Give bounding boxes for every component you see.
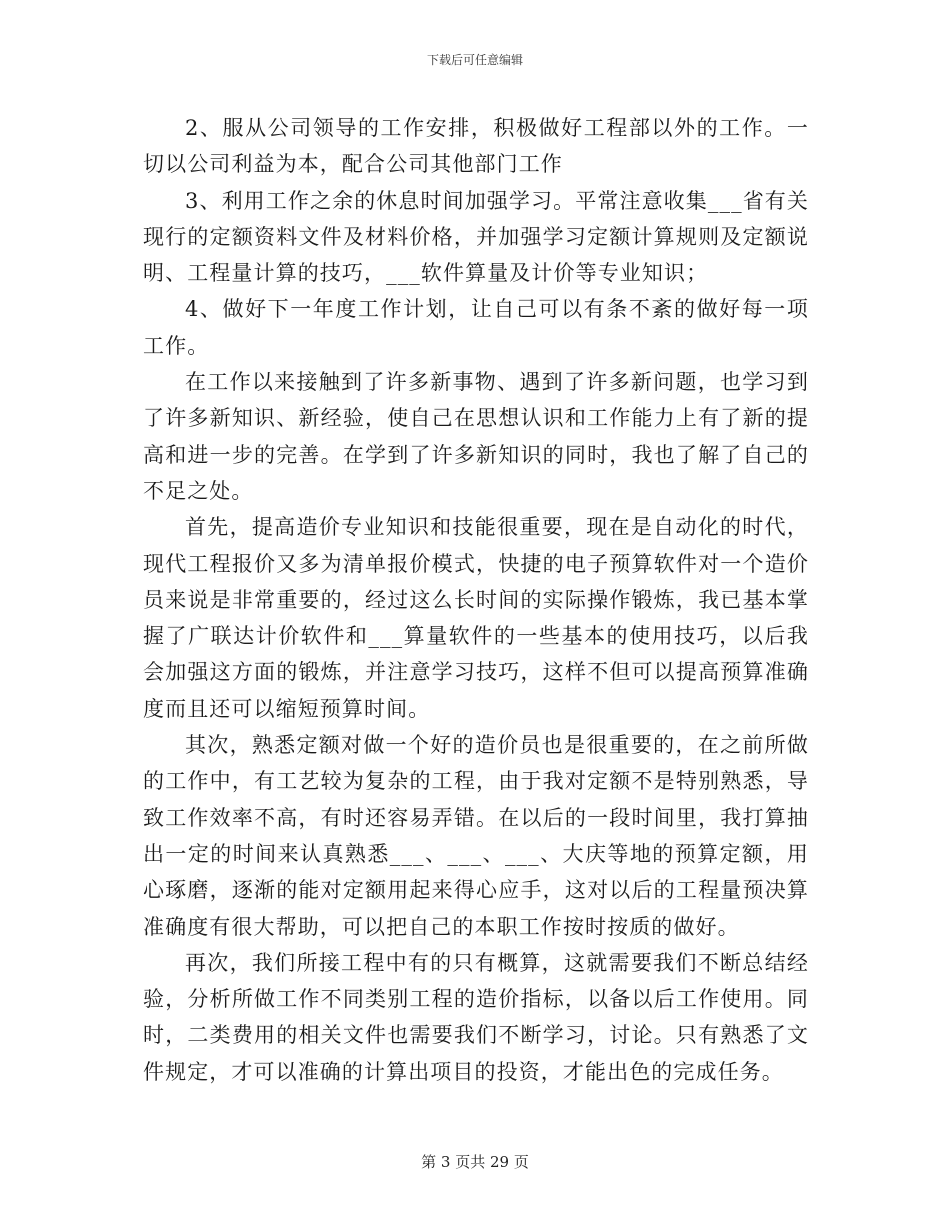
paragraph-first: 首先，提高造价专业知识和技能很重要，现在是自动化的时代，现代工程报价又多为清单报价模式，快捷的电子预算软件对一个造价员来说是非常重要的，经过这么长时间的实际操作锻炼，我已基本掌握了广联达计价软件和___算量软件的一些基本的使用技巧，以后我会加强这方面的锻炼，并注意学习技巧，这样不但可以提高预算准确度而且还可以缩短预算时间。	[143, 515, 809, 721]
paragraph-item-4: 4、做好下一年度工作计划，让自己可以有条不紊的做好每一项工作。	[143, 297, 809, 358]
paragraph-experience: 在工作以来接触到了许多新事物、遇到了许多新问题，也学习到了许多新知识、新经验，使自己在思想认识和工作能力上有了新的提高和进一步的完善。在学到了许多新知识的同时，我也了解了自己的不足之处。	[143, 370, 809, 503]
paragraph-item-2: 2、服从公司领导的工作安排，积极做好工程部以外的工作。一切以公司利益为本，配合公司其他部门工作	[143, 116, 809, 177]
document-body	[143, 110, 809, 1090]
paragraph-second: 其次，熟悉定额对做一个好的造价员也是很重要的，在之前所做的工作中，有工艺较为复杂的工程，由于我对定额不是特别熟悉，导致工作效率不高，有时还容易弄错。在以后的一段时间里，我打算抽出一定的时间来认真熟悉___、___、___、大庆等地的预算定额，用心琢磨，逐渐的能对定额用起来得心应手，这对以后的工程量预决算准确度有很大帮助，可以把自己的本职工作按时按质的做好。	[143, 733, 809, 939]
paragraph-item-3: 3、利用工作之余的休息时间加强学习。平常注意收集___省有关现行的定额资料文件及材料价格，并加强学习定额计算规则及定额说明、工程量计算的技巧，___软件算量及计价等专业知识；	[143, 188, 809, 286]
paragraph-third: 再次，我们所接工程中有的只有概算，这就需要我们不断总结经验，分析所做工作不同类别工程的造价指标，以备以后工作使用。同时，二类费用的相关文件也需要我们不断学习，讨论。只有熟悉了文件规定，才可以准确的计算出项目的投资，才能出色的完成任务。	[143, 950, 809, 1084]
page-number-footer: 第 3 页共 29 页	[421, 1153, 529, 1171]
page-header: 下载后可任意编辑	[426, 53, 523, 67]
